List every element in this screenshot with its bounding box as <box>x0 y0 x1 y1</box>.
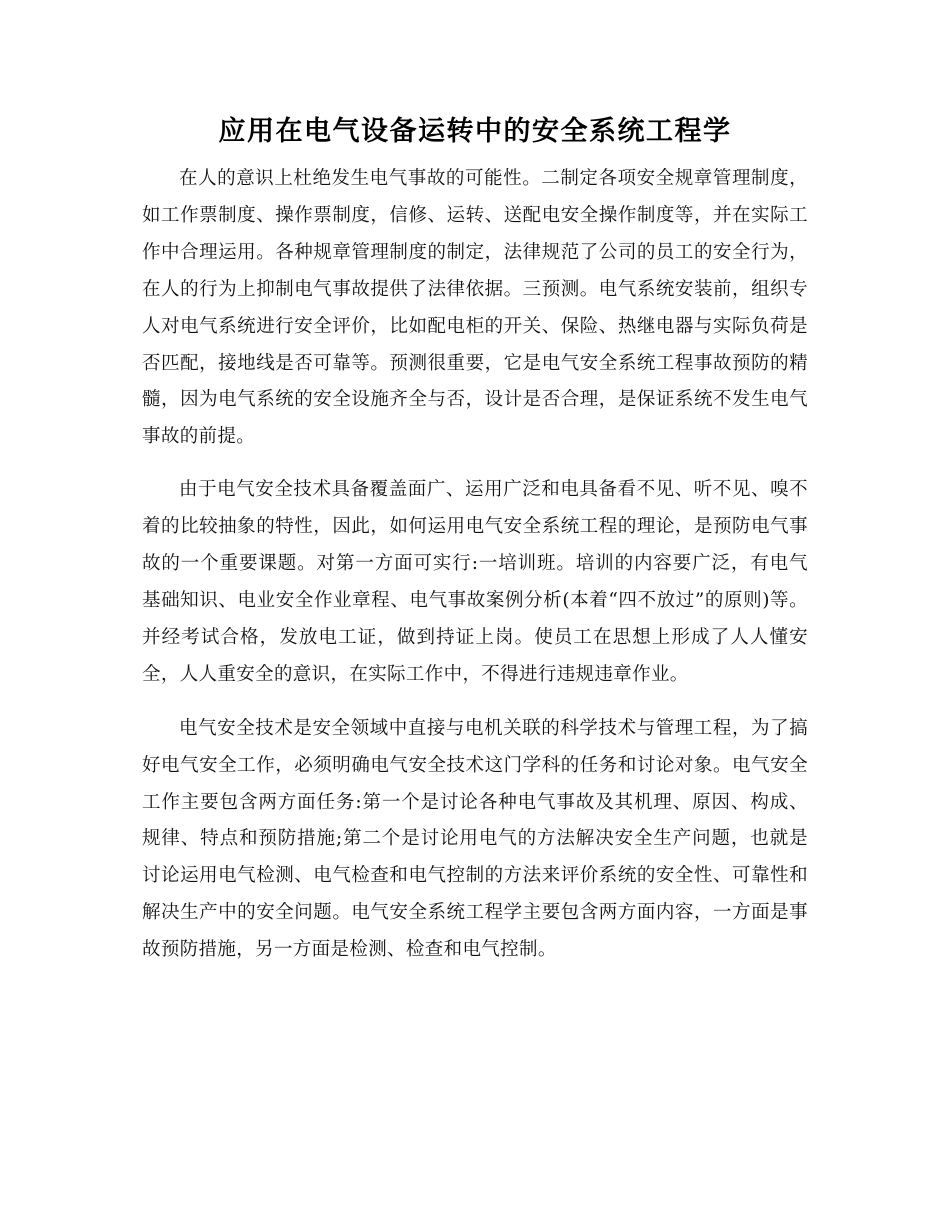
paragraph-3: 电气安全技术是安全领域中直接与电机关联的科学技术与管理工程，为了搞好电气安全工作，必须明确电气安全技术这门学科的任务和讨论对象。电气安全工作主要包含两方面任务:第一个是讨论各种电气事故及其机理、原因、构成、规律、特点和预防措施;第二个是讨论用电气的方法解决安全生产问题，也就是讨论运用电气检测、电气检查和电气控制的方法来评价系统的安全性、可靠性和解决生产中的安全问题。电气安全系统工程学主要包含两方面内容，一方面是事故预防措施，另一方面是检测、检查和电气控制。 <box>142 717 808 961</box>
document-title: 应用在电气设备运转中的安全系统工程学 <box>218 116 732 147</box>
paragraph-2: 由于电气安全技术具备覆盖面广、运用广泛和电具备看不见、听不见、嗅不着的比较抽象的特性，因此，如何运用电气安全系统工程的理论，是预防电气事故的一个重要课题。对第一方面可实行:一培训班。培训的内容要广泛，有电气基础知识、电业安全作业章程、电气事故案例分析(本着“四不放过”的原则)等。并经考试合格，发放电工证，做到持证上岗。使员工在思想上形成了人人懂安全，人人重安全的意识，在实际工作中，不得进行违规违章作业。 <box>142 479 808 685</box>
document-page <box>142 112 808 969</box>
paragraph-1: 在人的意识上杜绝发生电气事故的可能性。二制定各项安全规章管理制度，如工作票制度、操作票制度，信修、运转、送配电安全操作制度等，并在实际工作中合理运用。各种规章管理制度的制定，法律规范了公司的员工的安全行为，在人的行为上抑制电气事故提供了法律依据。三预测。电气系统安装前，组织专人对电气系统进行安全评价，比如配电柜的开关、保险、热继电器与实际负荷是否匹配，接地线是否可靠等。预测很重要，它是电气安全系统工程事故预防的精髓，因为电气系统的安全设施齐全与否，设计是否合理，是保证系统不发生电气事故的前提。 <box>142 168 808 448</box>
